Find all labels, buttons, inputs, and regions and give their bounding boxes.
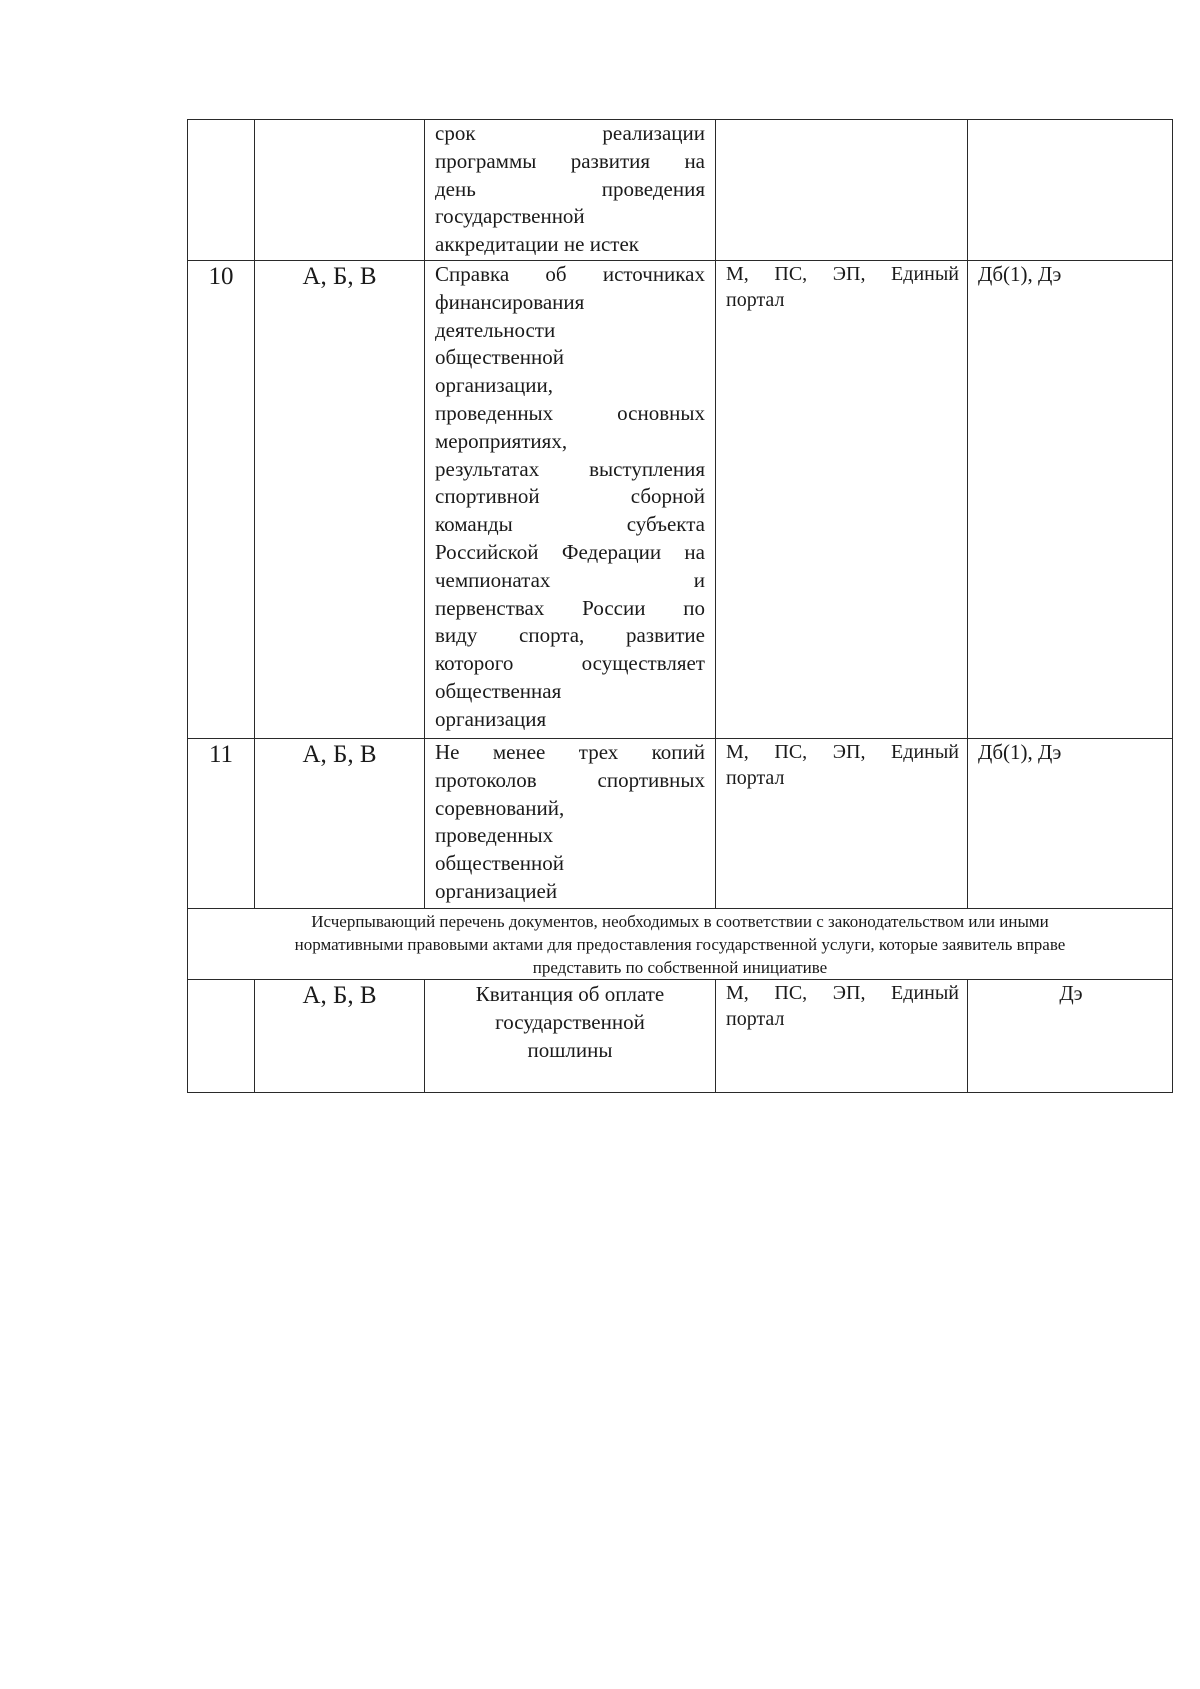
description-line: организации,	[435, 373, 553, 398]
method-cell	[716, 120, 968, 261]
description-cell	[425, 261, 716, 739]
description-text	[425, 980, 715, 1064]
categories-cell	[255, 739, 425, 909]
description-line: Российской Федерации на	[435, 539, 705, 564]
table-row-10	[188, 261, 1173, 739]
method-cell	[716, 739, 968, 909]
method-cell	[716, 980, 968, 1093]
description-line: соревнований,	[435, 795, 565, 820]
document-type-code: Дэ	[1059, 981, 1083, 1005]
method-line: портал	[726, 767, 785, 789]
result-cell	[968, 261, 1173, 739]
description-line: программы развития на	[435, 148, 705, 173]
description-line: государственной	[435, 204, 585, 229]
documents-table	[187, 119, 1173, 1093]
row-number: 10	[208, 263, 234, 290]
categories-cell	[255, 120, 425, 261]
method-line: М, ПС, ЭП, Единый	[726, 982, 959, 1004]
description-text	[425, 739, 715, 906]
description-line: срок реализации	[435, 121, 705, 145]
result-cell	[968, 120, 1173, 261]
description-line: проведенных основных	[435, 400, 705, 425]
result-cell	[968, 739, 1173, 909]
number-cell	[188, 980, 255, 1093]
description-line: чемпионатах и	[435, 567, 705, 592]
description-line: финансирования	[435, 289, 585, 314]
description-line: первенствах России по	[435, 595, 705, 620]
submission-methods	[716, 980, 967, 1032]
table-row-continuation	[188, 120, 1173, 261]
description-cell	[425, 739, 716, 909]
method-line: портал	[726, 1008, 785, 1030]
description-line: аккредитации не истек	[435, 232, 639, 257]
section-header-line: представить по собственной инициативе	[532, 958, 828, 977]
description-cell	[425, 980, 716, 1093]
description-line: которого осуществляет	[435, 651, 705, 676]
description-line: виду спорта, развитие	[435, 623, 705, 648]
description-line: пошлины	[527, 1038, 613, 1062]
table-row-fee	[188, 980, 1173, 1093]
description-line: Справка об источниках	[435, 262, 705, 286]
result-cell	[968, 980, 1173, 1093]
submission-methods	[716, 261, 967, 313]
method-cell	[716, 261, 968, 739]
description-line: государственной	[495, 1010, 645, 1034]
submission-methods	[716, 739, 967, 791]
row-categories: А, Б, В	[302, 263, 377, 290]
description-line: Не менее трех копий	[435, 740, 705, 764]
row-categories: А, Б, В	[302, 982, 377, 1009]
number-cell	[188, 739, 255, 909]
method-line: портал	[726, 289, 785, 311]
description-line: деятельности	[435, 317, 556, 342]
section-header-cell	[188, 909, 1173, 980]
row-number	[188, 980, 254, 982]
description-text	[425, 261, 715, 734]
description-line: организация	[435, 706, 547, 731]
description-line: общественная	[435, 678, 562, 703]
number-cell	[188, 120, 255, 261]
section-header-line: Исчерпывающий перечень документов, необходимых в соответствии с законодательством или иными	[311, 912, 1049, 931]
document-type-code: Дб(1), Дэ	[978, 262, 1062, 286]
description-line: общественной	[435, 851, 565, 876]
description-line: Квитанция об оплате	[475, 982, 665, 1006]
description-cell	[425, 120, 716, 261]
categories-cell	[255, 980, 425, 1093]
description-line: проведенных	[435, 823, 554, 848]
description-line: протоколов спортивных	[435, 767, 705, 792]
description-line: спортивной сборной	[435, 484, 705, 509]
method-line: М, ПС, ЭП, Единый	[726, 263, 959, 285]
number-cell	[188, 261, 255, 739]
row-categories: А, Б, В	[302, 741, 377, 768]
table-row-11	[188, 739, 1173, 909]
description-text	[425, 120, 715, 259]
section-header-text	[188, 909, 1172, 979]
section-header-row	[188, 909, 1173, 980]
description-line: общественной	[435, 345, 565, 370]
description-line: мероприятиях,	[435, 428, 568, 453]
method-line: М, ПС, ЭП, Единый	[726, 741, 959, 763]
description-line: результатах выступления	[435, 456, 705, 481]
row-number: 11	[208, 741, 234, 768]
categories-cell	[255, 261, 425, 739]
description-line: день проведения	[435, 176, 705, 201]
description-line: организацией	[435, 878, 558, 903]
section-header-line: нормативными правовыми актами для предоставления государственной услуги, которые заявитель вправе	[294, 935, 1066, 954]
description-line: команды субъекта	[435, 512, 705, 537]
document-type-code: Дб(1), Дэ	[978, 740, 1062, 764]
